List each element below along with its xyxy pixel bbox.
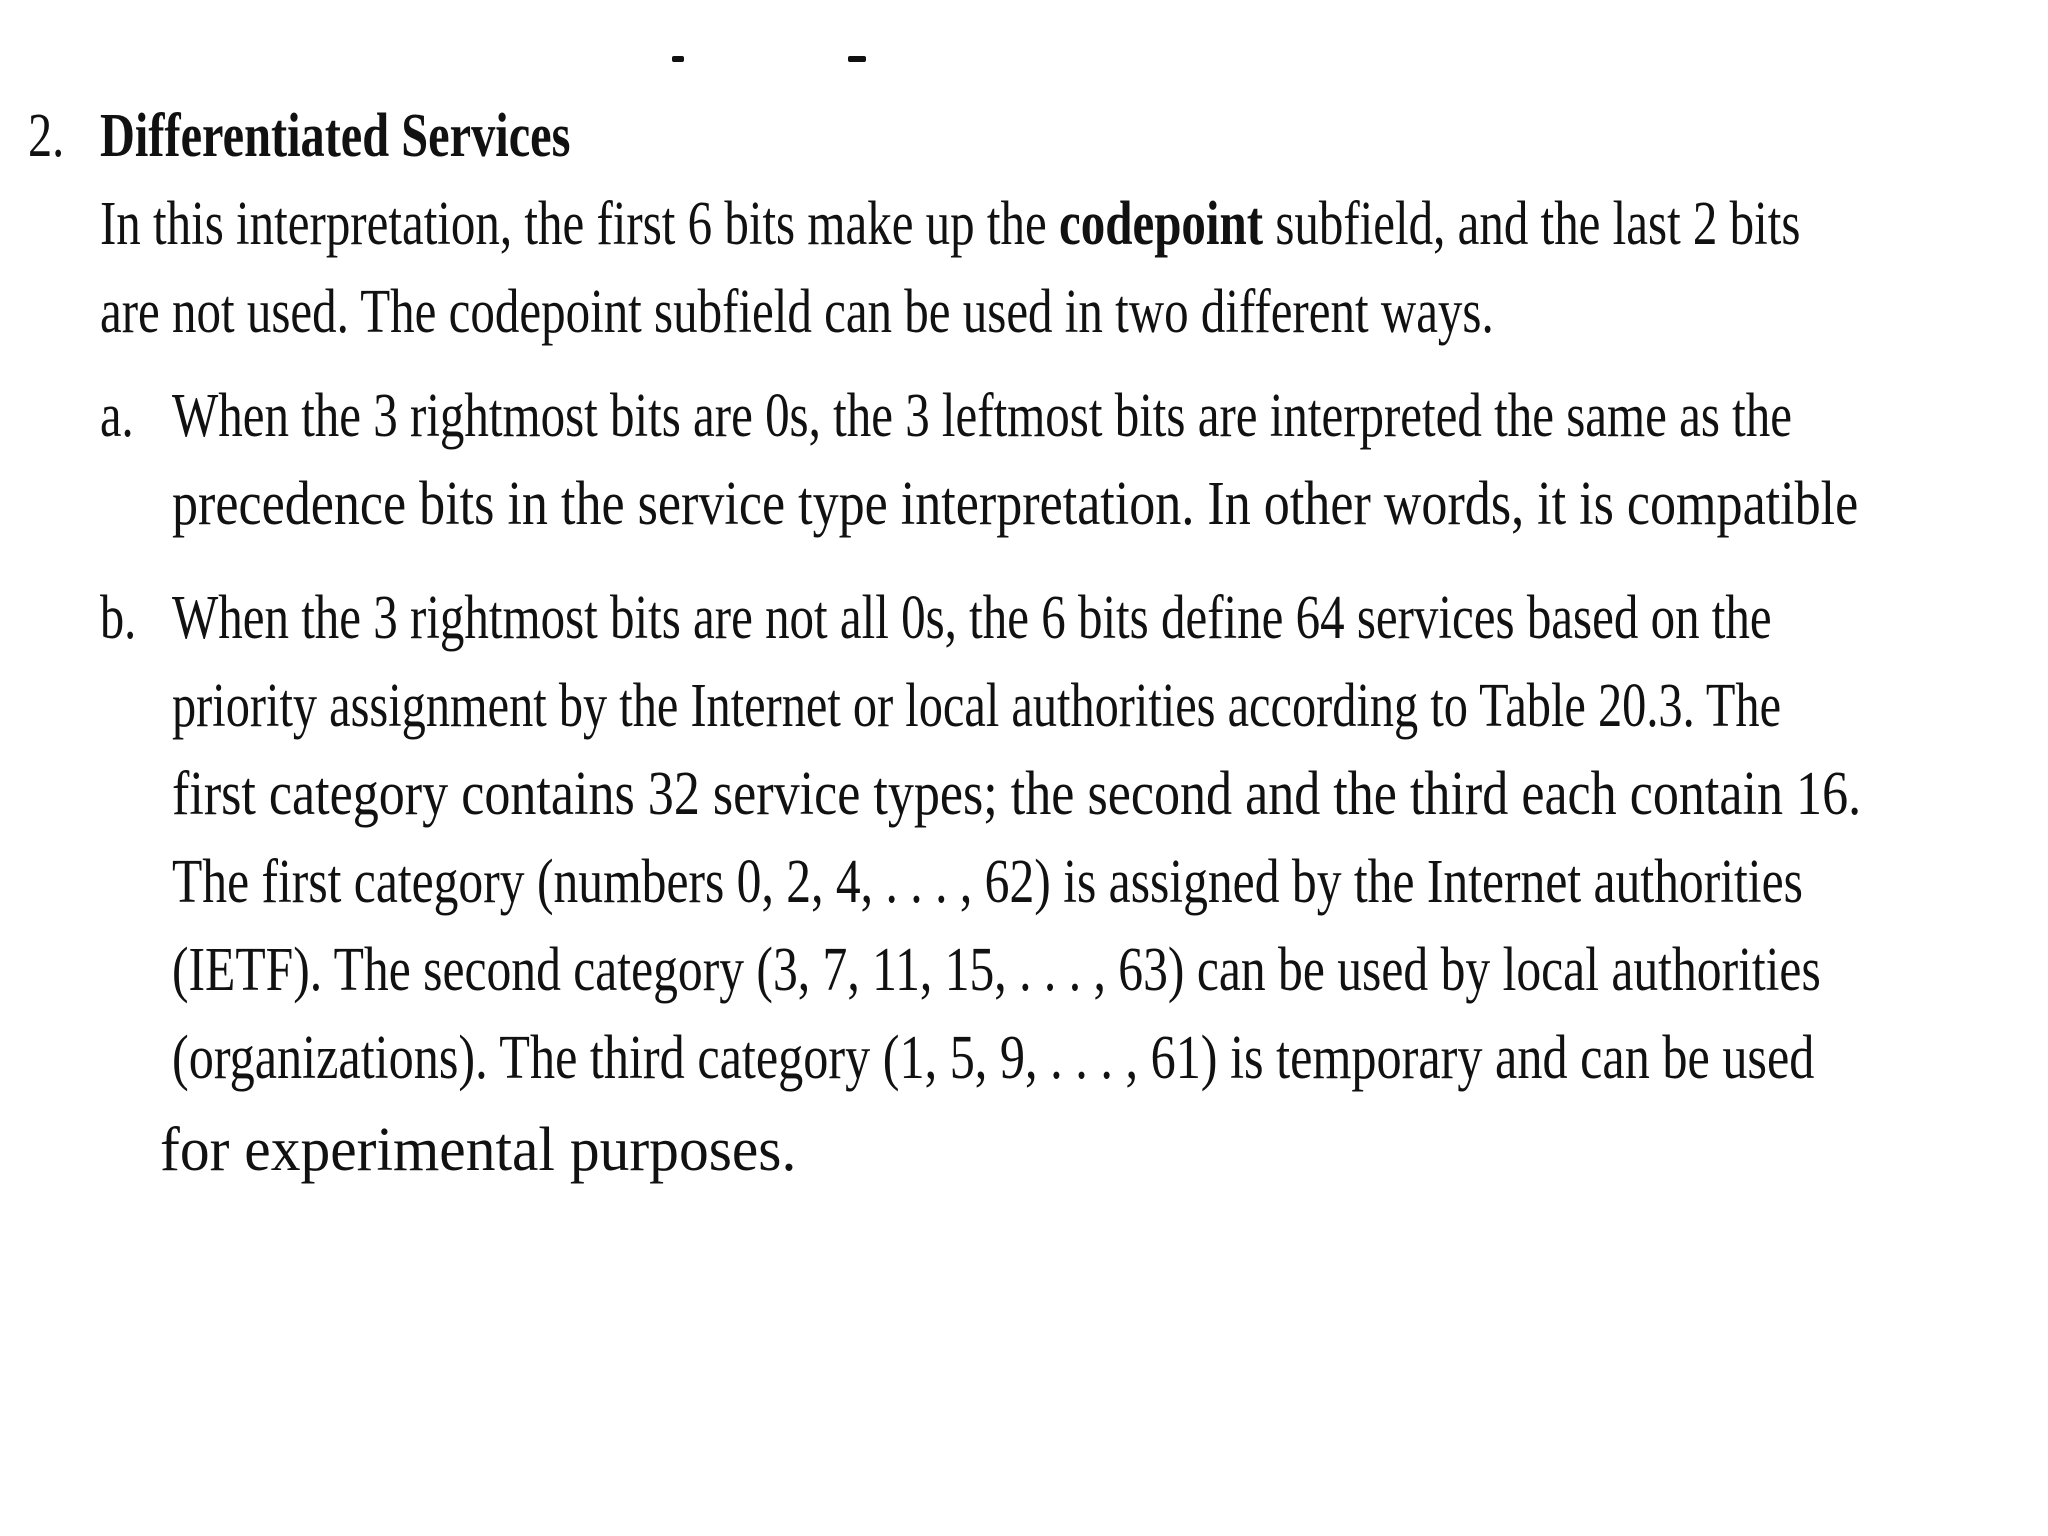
sub-item-a-line-2: precedence bits in the service type interpretation. In other words, it is compatible [172,470,1859,538]
codepoint-term: codepoint [1058,190,1264,258]
crop-mark [672,56,684,62]
sub-item-b-line-6: (organizations). The third category (1, 5, 9, . . . , 61) is temporary and can be used [172,1024,1815,1092]
sub-item-b-line-1: When the 3 rightmost bits are not all 0s, the 6 bits define 64 services based on the [172,584,1772,652]
sub-item-b-line-3: first category contains 32 service types; the second and the third each contain 16. [172,760,1862,828]
crop-mark [848,56,866,62]
sub-item-b-line-5: (IETF). The second category (3, 7, 11, 15, . . . , 63) can be used by local authorities [172,936,1821,1004]
sub-item-b-line-2: priority assignment by the Internet or local authorities according to Table 20.3. The [172,672,1782,740]
sub-item-b-line-7: for experimental purposes. [160,1116,797,1184]
sub-item-b-line-4: The first category (numbers 0, 2, 4, . . . , 62) is assigned by the Internet authorities [172,848,1803,916]
sub-item-a-line-1: When the 3 rightmost bits are 0s, the 3 leftmost bits are interpreted the same as the [172,382,1792,450]
sub-item-b-marker: b. [100,584,137,652]
section-heading: Differentiated Services [100,102,571,170]
list-item-number: 2. [28,102,65,170]
sub-item-a-marker: a. [100,382,134,450]
intro-line-1: In this interpretation, the first 6 bits make up the codepoint subfield, and the last 2 bits [100,190,1801,258]
crop-marks [660,56,880,66]
intro-line-2: are not used. The codepoint subfield can be used in two different ways. [100,278,1494,346]
